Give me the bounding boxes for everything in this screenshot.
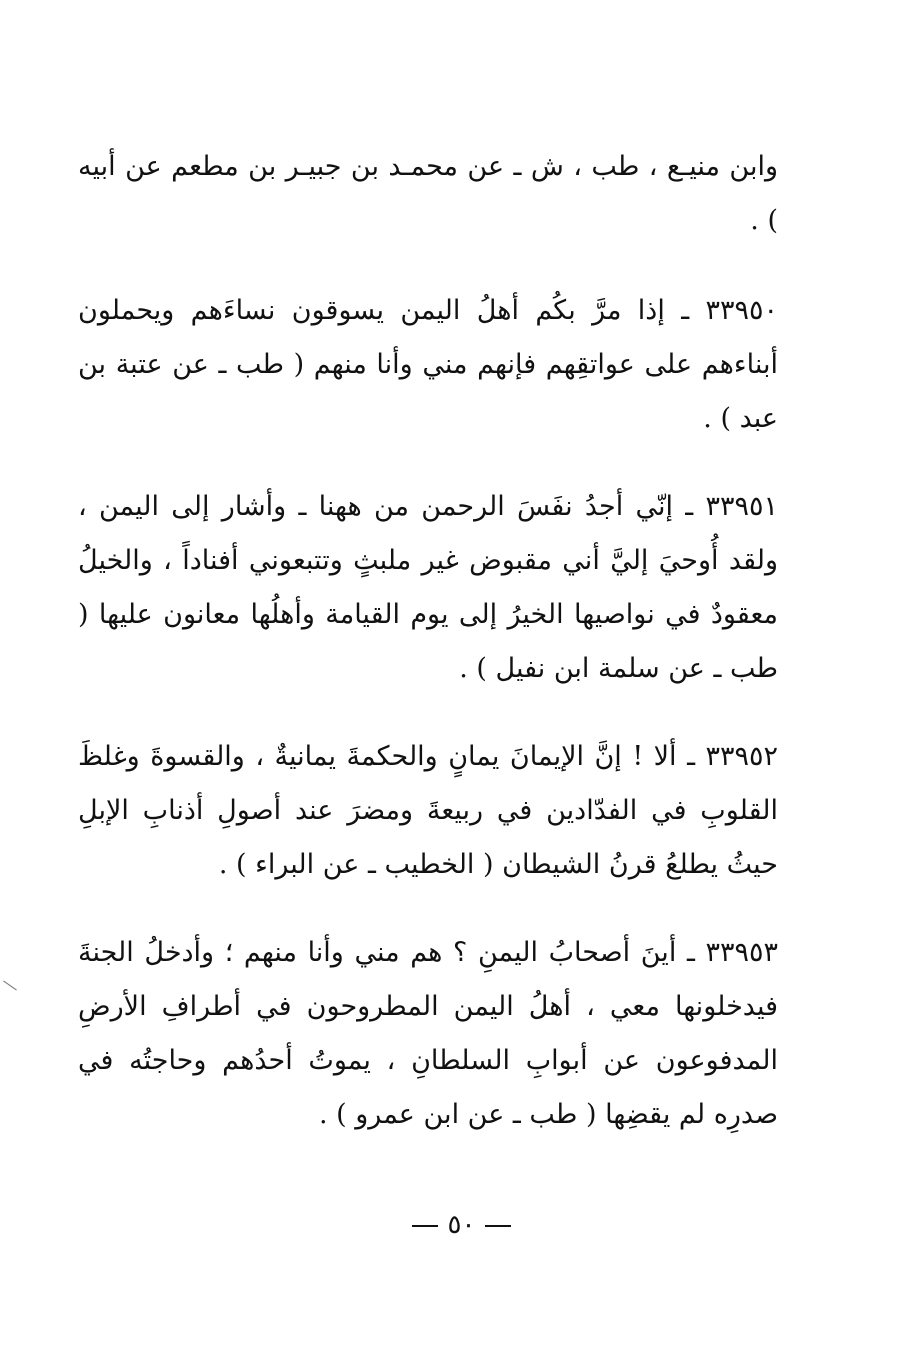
hadith-number: ٣٣٩٥٠ xyxy=(705,295,779,326)
dash-right xyxy=(485,1225,511,1227)
paragraph-text: ألا ! إنَّ الإيمانَ يمانٍ والحكمةَ يمانيةٌ ، والقسوةَ وغلظَ القلوبِ في الفدّادين في ربيعةَ ومضرَ عند أصولِ أذنابِ الإبلِ حيثُ يطلعُ قرنُ الشيطان ( الخطيب ـ عن البراء ) . xyxy=(78,741,778,880)
hadith-number: ٣٣٩٥١ xyxy=(705,491,778,522)
hadith-number: ٣٣٩٥٣ xyxy=(705,937,778,968)
hadith-number: ٣٣٩٥٢ xyxy=(705,741,779,772)
hadith-paragraph-33952: ٣٣٩٥٢ ـ ألا ! إنَّ الإيمانَ يمانٍ والحكمةَ يمانيةٌ ، والقسوةَ وغلظَ القلوبِ في الفدّادين في ربيعةَ ومضرَ عند أصولِ أذنابِ الإبلِ حيثُ يطلعُ قرنُ الشيطان ( الخطيب ـ عن البراء ) . xyxy=(78,741,779,880)
dash-left xyxy=(412,1225,438,1227)
body-text xyxy=(78,140,778,1176)
page-number-value: ٥٠ xyxy=(447,1210,476,1240)
hadith-paragraph-33951: ٣٣٩٥١ ـ إنّي أجدُ نفَسَ الرحمن من ههنا ـ وأشار إلى اليمن ، ولقد أُوحيَ إليَّ أني مقبوض غير ملبثٍ وتتبعوني أفناداً ، والخيلُ معقودٌ في نواصيها الخيرُ إلى يوم القيامة وأهلُها معانون عليها ( طب ـ عن سلمة ابن نفيل ) . xyxy=(78,491,778,684)
hadith-paragraph-33953: ٣٣٩٥٣ ـ أينَ أصحابُ اليمنِ ؟ هم مني وأنا منهم ؛ وأدخلُ الجنةَ فيدخلونها معي ، أهلُ اليمن المطروحون في أطرافِ الأرضِ المدفوعون عن أبوابِ السلطانِ ، يموتُ أحدُهم وحاجتُه في صدرِه لم يقضِها ( طب ـ عن ابن عمرو ) . xyxy=(78,937,778,1130)
paragraph-text: إذا مرَّ بكُم أهلُ اليمن يسوقون نساءَهم ويحملون أبناءهم على عواتقِهم فإنهم مني وأنا منهم ( طب ـ عن عتبة بن عبد ) . xyxy=(78,295,778,434)
paragraph-text: إنّي أجدُ نفَسَ الرحمن من ههنا ـ وأشار إلى اليمن ، ولقد أُوحيَ إليَّ أني مقبوض غير ملبثٍ وتتبعوني أفناداً ، والخيلُ معقودٌ في نواصيها الخيرُ إلى يوم القيامة وأهلُها معانون عليها ( طب ـ عن سلمة ابن نفيل ) . xyxy=(78,491,778,684)
paragraph-continuation xyxy=(78,140,778,248)
paragraph-text: أينَ أصحابُ اليمنِ ؟ هم مني وأنا منهم ؛ وأدخلُ الجنةَ فيدخلونها معي ، أهلُ اليمن المطروحون في أطرافِ الأرضِ المدفوعون عن أبوابِ السلطانِ ، يموتُ أحدُهم وحاجتُه في صدرِه لم يقضِها ( طب ـ عن ابن عمرو ) . xyxy=(78,937,778,1130)
scan-artifact xyxy=(3,981,17,991)
page-number xyxy=(0,1205,923,1245)
paragraph-text: وابن منيـع ، طب ، ش ـ عن محمـد بن جبيـر بن مطعم عن أبيه ) . xyxy=(78,151,778,236)
hadith-paragraph-33950: ٣٣٩٥٠ ـ إذا مرَّ بكُم أهلُ اليمن يسوقون نساءَهم ويحملون أبناءهم على عواتقِهم فإنهم مني وأنا منهم ( طب ـ عن عتبة بن عبد ) . xyxy=(78,295,779,434)
